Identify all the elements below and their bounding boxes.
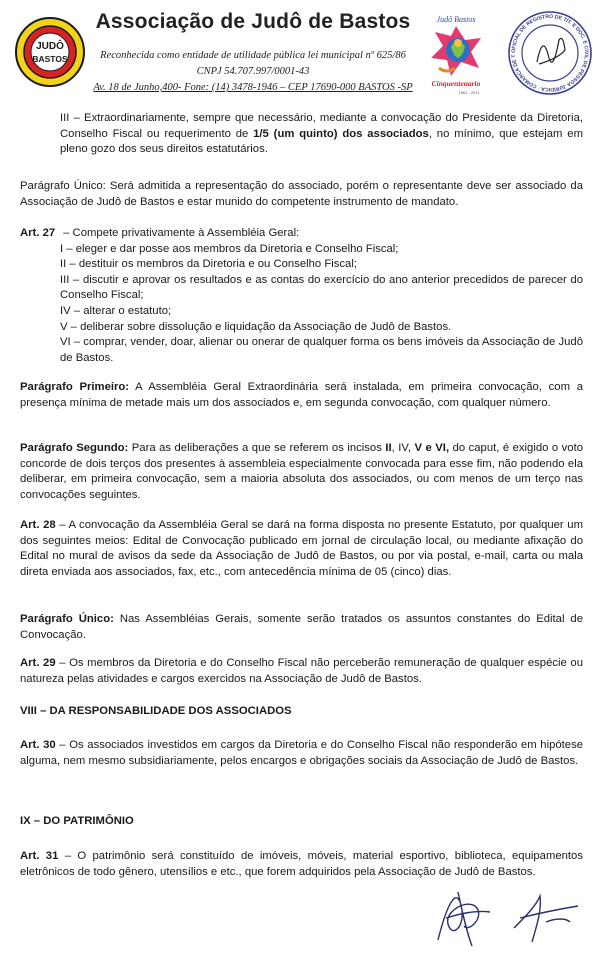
article-28: Art. 28 – A convocação da Assembléia Geral se dará na forma disposta no presente Estatuto, por qualquer um dos seguintes meios: Edital de Convocação publicado em jornal de circulação local, ou mediante afixação do Edital no mural de avisos da sede da Associação de Judô de Bastos, ou por via postal, e-mail, carta ou mala direta enviada aos associados, fax, etc., com antecedência mínima de 05 (cinco) dias. [20, 519, 583, 578]
art27-block [20, 226, 583, 366]
art27-item-3: III – discutir e aprovar os resultados e as contas do exercício do ano anterior precedidos de parecer do Conselho Fiscal; [60, 273, 583, 302]
article-31: Art. 31 – O patrimônio será constituído de imóveis, móveis, material esportivo, biblioteca, equipamentos eletrônicos de todo gênero, utensílios e etc., que forem adquiridos pela Associação de Judô de Bastos. [20, 850, 583, 878]
article-29: Art. 29 – Os membros da Diretoria e do Conselho Fiscal não perceberão remuneração de qualquer espécie ou natureza pelas atividades e cargos exercidos na Associação de Judô de Bastos. [20, 657, 583, 685]
signature-1 [428, 880, 498, 950]
logo-text-bastos: BASTOS [32, 54, 68, 64]
art27-item-6: VI – comprar, vender, doar, alienar ou onerar de qualquer forma os bens imóveis da Associação de Judô de Bastos. [60, 336, 583, 364]
header-recognition: Reconhecida como entidade de utilidade pública lei municipal nº 625/86 [100, 50, 406, 61]
header-cnpj: CNPJ 54.707.997/0001-43 [196, 66, 310, 77]
logo-text-judo: JUDÔ [36, 41, 64, 52]
section-ix-heading: IX – DO PATRIMÔNIO [20, 815, 134, 827]
anniv-logo-years: 1961 - 2011 [458, 90, 480, 95]
art27-item-2: II – destituir os membros da Diretoria e ou Conselho Fiscal; [60, 258, 357, 271]
article-30: Art. 30 – Os associados investidos em cargos da Diretoria e do Conselho Fiscal não responderão em hipótese alguma, nem mesmo subsidiariamente, pelos encargos e obrigações sociais da Associação de Judô de Bastos. [20, 739, 583, 767]
paragraph-iii-extraordinary: III – Extraordinariamente, sempre que necessário, mediante a convocação do Presidente da Diretoria, Conselho Fiscal ou requerimento de 1/5 (um quinto) dos associados, no mínimo, que estejam em pleno gozo dos seus direitos estatutários. [60, 112, 583, 156]
paragraph-unico-representation: Parágrafo Único: Será admitida a representação do associado, porém o representante deve ser associado da Associação de Judô de Bastos e estar munido do competente instrumento de mandato. [20, 180, 583, 208]
anniv-logo-bottom-text: Cinquentenario [431, 79, 481, 88]
association-title: Associação de Judô de Bastos [95, 10, 411, 33]
judo-club-logo [14, 16, 86, 88]
paragraph-unico-assemblies: Parágrafo Único: Nas Assembléias Gerais, somente serão tratados os assuntos constantes do Edital de Convocação. [20, 613, 583, 641]
paragraph-segundo: Parágrafo Segundo: Para as deliberações a que se referem os incisos II, IV, V e VI, do caput, é exigido o voto concorde de dois terços dos presentes à assembleia especialmente convocada para esse fim, não podendo ela deliberar, em primeira convocação, sem a maioria absoluta dos associados, ou com menos de um terço nas convocações seguintes. [20, 442, 583, 501]
anniversary-logo [425, 12, 487, 96]
art27-item-0: – Compete privativamente à Assembléia Geral: [60, 227, 300, 239]
art27-header: Art. 27 – Compete privativamente à Assembléia Geral: [20, 227, 300, 239]
section-viii-heading: VIII – DA RESPONSABILIDADE DOS ASSOCIADOS [20, 705, 292, 717]
paragraph-primeiro: Parágrafo Primeiro: A Assembléia Geral Extraordinária será instalada, em primeira convocação, com a presença mínima de metade mais um dos associados e, em segunda convocação, com qualquer número. [20, 381, 583, 409]
registry-seal-stamp [507, 10, 593, 96]
art27-item-4: IV – alterar o estatuto; [60, 304, 172, 317]
anniv-logo-top-text: Judô Bastos [436, 15, 476, 24]
art27-item-1: I – eleger e dar posse aos membros da Diretoria e Conselho Fiscal; [60, 242, 399, 255]
art27-items [20, 242, 583, 367]
signature-2 [506, 888, 586, 946]
art27-item-5: V – deliberar sobre dissolução e liquidação da Associação de Judô de Bastos. [60, 320, 452, 333]
seal-ring-text: OFICIAL DE REGISTRO DE TÍT. E DOC. E CIVIL DE PESSOA JURÍDICA · COMARCA DE T [510, 13, 590, 93]
header-address: Av. 18 de Junho,400- Fone: (14) 3478-1946 – CEP 17690-000 BASTOS -SP [93, 82, 413, 93]
